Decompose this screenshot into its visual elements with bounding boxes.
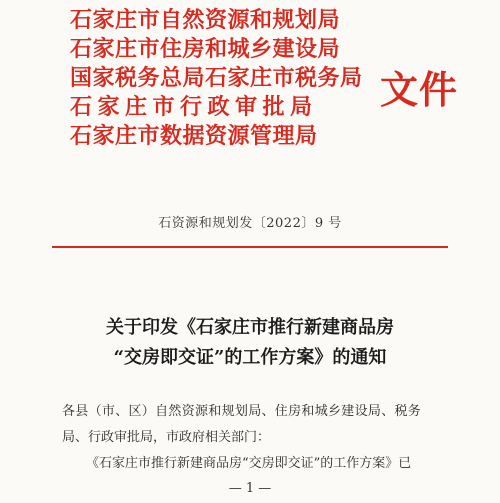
recipients-line-2: 局、行政审批局，市政府相关部门： [62,430,271,445]
recipients-line-1: 各县（市、区）自然资源和规划局、住房和城乡建设局、税务 [62,404,422,419]
agency-housing: 石家庄市住房和城乡建设局 [70,36,341,62]
document-title-line-2: “交房即交证”的工作方案》的通知 [113,347,387,368]
agency-natural-resources: 石家庄市自然资源和规划局 [70,7,341,33]
red-separator-line [52,246,448,248]
agency-data-resources: 石家庄市数据资源管理局 [70,123,318,149]
agency-administrative-approval: 石家庄市行政审批局 [70,94,318,120]
agency-tax: 国家税务总局石家庄市税务局 [70,65,363,91]
page-number: — 1 — [228,481,272,496]
document-type-mark: 文件 [380,67,459,112]
document-number: 石资源和规划发〔2022〕9 号 [158,216,342,231]
body-paragraph: 《石家庄市推行新建商品房“交房即交证”的工作方案》已 [86,456,412,471]
document-title-line-1: 关于印发《石家庄市推行新建商品房 [106,317,394,338]
issuing-agencies [70,6,370,151]
